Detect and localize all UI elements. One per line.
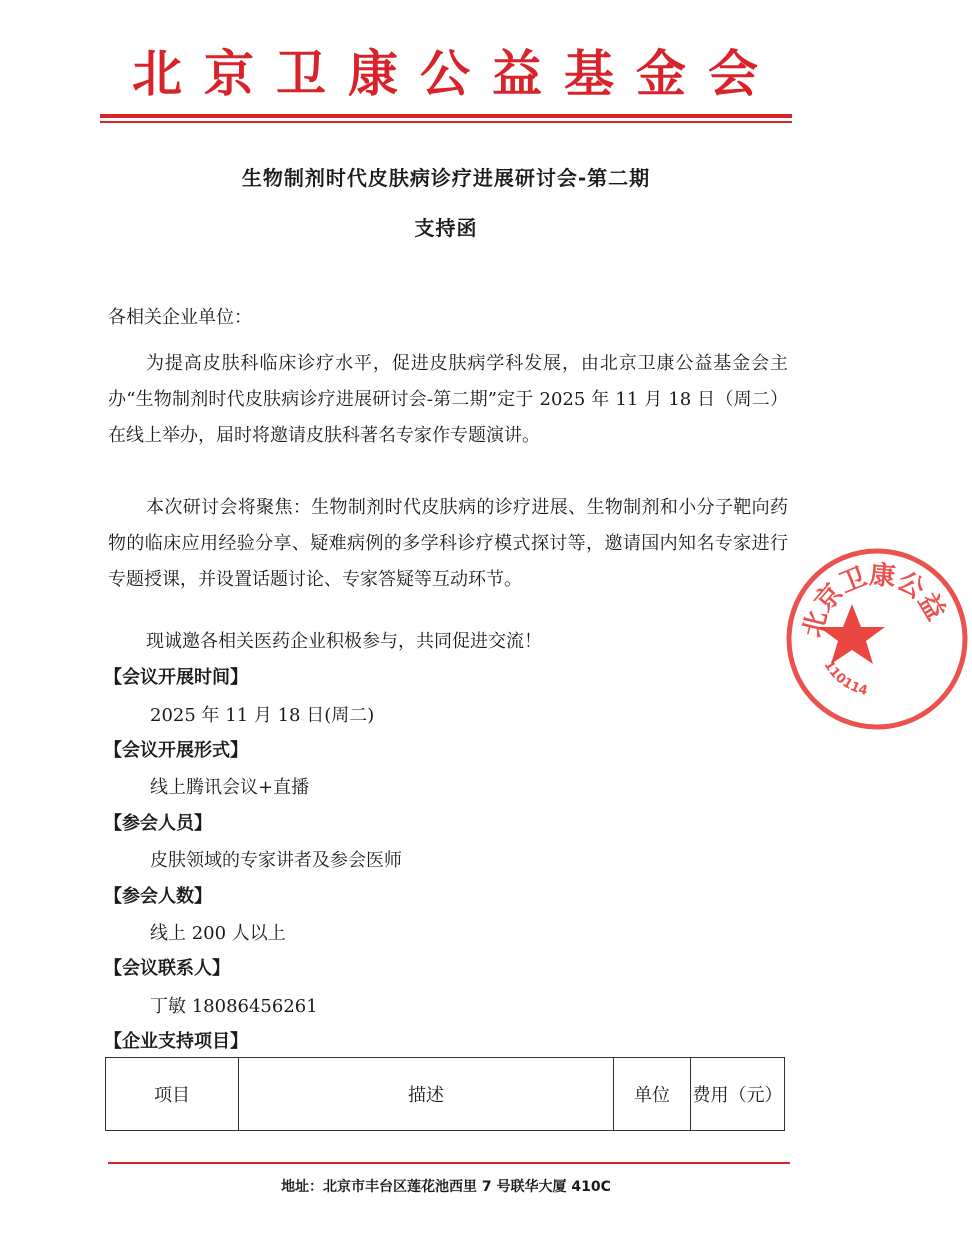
seal-number: 110114: [820, 658, 870, 699]
document-title: 生物制剂时代皮肤病诊疗进展研讨会-第二期: [241, 166, 651, 190]
table-header-unit: 单位: [614, 1058, 691, 1131]
official-seal: [782, 544, 972, 734]
letterhead-rule-thick: [100, 114, 792, 118]
table-header-description: 描述: [239, 1058, 614, 1131]
section-heading-attendees: 【参会人员】: [104, 813, 212, 834]
table-header-item: 项目: [106, 1058, 239, 1131]
section-heading-time: 【会议开展时间】: [104, 667, 248, 688]
footer-rule: [108, 1162, 790, 1164]
section-heading-count: 【参会人数】: [104, 886, 212, 907]
svg-text:110114: [820, 658, 869, 699]
footer-address: 地址：北京市丰台区莲花池西里 7 号联华大厦 410C: [281, 1179, 611, 1195]
section-value-count: 线上 200 人以上: [150, 923, 286, 944]
section-value-time: 2025 年 11 月 18 日(周二): [150, 705, 375, 726]
seal-text: 北京卫康公益: [798, 560, 951, 641]
salutation: 各相关企业单位：: [108, 307, 252, 328]
paragraph-focus: 本次研讨会将聚焦：生物制剂时代皮肤病的诊疗进展、生物制剂和小分子靶向药物的临床应用经验分享、疑难病例的多学科诊疗模式探讨等，邀请国内知名专家进行专题授课，并设置话题讨论、专家答疑等互动环节。: [108, 497, 788, 590]
section-value-format: 线上腾讯会议+直播: [150, 777, 310, 798]
section-heading-support: 【企业支持项目】: [104, 1031, 248, 1052]
section-heading-contact: 【会议联系人】: [104, 958, 230, 979]
letterhead: 北京卫康公益基金会: [132, 44, 780, 103]
section-value-attendees: 皮肤领域的专家讲者及参会医师: [150, 850, 402, 871]
section-heading-format: 【会议开展形式】: [104, 740, 248, 761]
table-header-row: [106, 1058, 785, 1131]
paragraph-intro: 为提高皮肤科临床诊疗水平，促进皮肤病学科发展，由北京卫康公益基金会主办“生物制剂时代皮肤病诊疗进展研讨会-第二期”定于 2025 年 11 月 18 日（周二）在线上举办，届时将邀请皮肤科著名专家作专题演讲。: [108, 353, 788, 446]
section-value-contact: 丁敏 18086456261: [150, 996, 318, 1017]
letterhead-rule-thin: [100, 121, 792, 123]
document-subtitle: 支持函: [414, 216, 478, 240]
support-table: [105, 1057, 785, 1131]
paragraph-invitation: 现诚邀各相关医药企业积极参与，共同促进交流！: [146, 631, 542, 652]
table-header-fee: 费用（元）: [691, 1058, 785, 1131]
